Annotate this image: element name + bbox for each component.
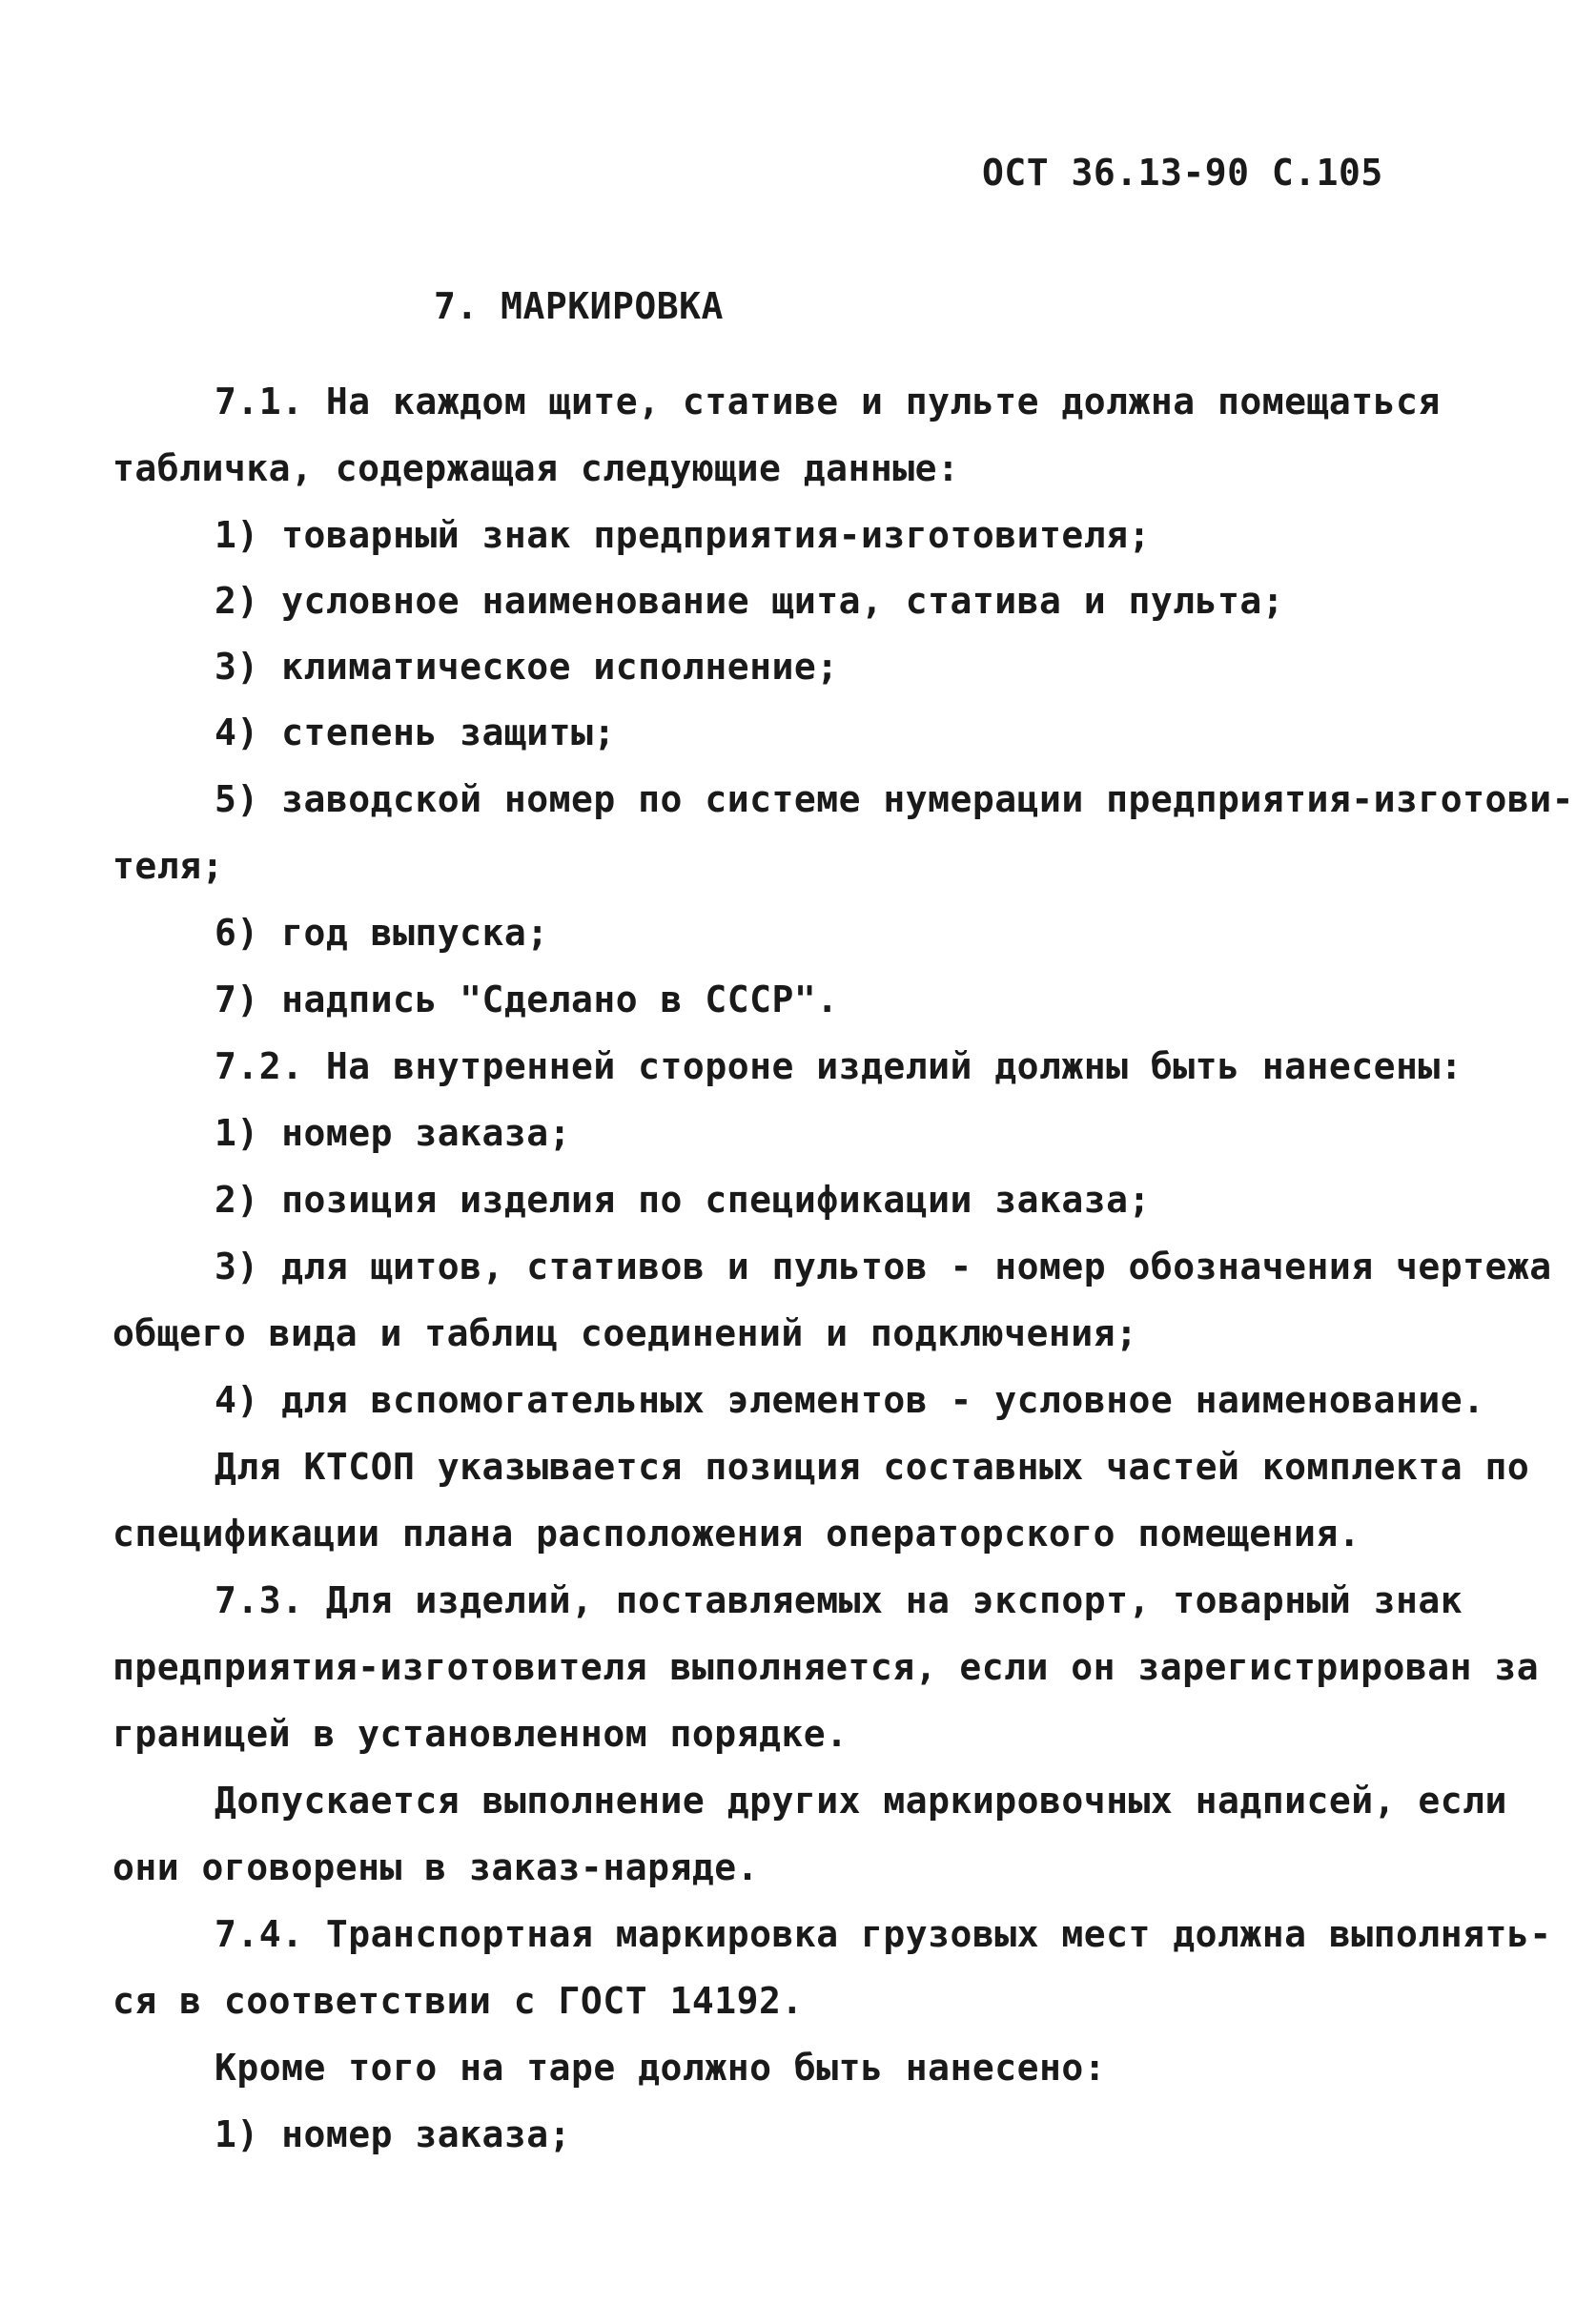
paragraph-7-2: 7.2. На внутренней стороне изделий должны быть нанесены: (215, 1045, 1463, 1087)
paragraph-7-1-line-2: табличка, содержащая следующие данные: (113, 447, 960, 489)
list-item-4: 4) степень защиты; (215, 711, 616, 753)
ktsop-note-line-1: Для КТСОП указывается позиция составных частей комплекта по (215, 1446, 1530, 1488)
list-item-5-line-1: 5) заводской номер по системе нумерации предприятия-изготови- (215, 778, 1575, 820)
list-item-3b-line-1: 3) для щитов, стативов и пультов - номер обозначения чертежа (215, 1246, 1552, 1287)
permission-note-line-1: Допускается выполнение других маркировочных надписей, если (215, 1780, 1507, 1822)
paragraph-7-1-line-1: 7.1. На каждом щите, стативе и пульте должна помещаться (215, 381, 1441, 422)
list-item-1: 1) товарный знак предприятия-изготовителя; (215, 514, 1151, 556)
ktsop-note-line-2: спецификации плана расположения операторского помещения. (113, 1513, 1361, 1555)
list-item-7: 7) надпись "Сделано в СССР". (215, 978, 839, 1020)
list-item-2b: 2) позиция изделия по спецификации заказа; (215, 1179, 1151, 1221)
list-item-3: 3) климатическое исполнение; (215, 646, 839, 688)
section-title: 7. МАРКИРОВКА (434, 285, 724, 327)
paragraph-7-3-line-1: 7.3. Для изделий, поставляемых на экспорт, товарный знак (215, 1579, 1463, 1621)
list-item-5-line-2: теля; (113, 845, 224, 887)
list-item-1c: 1) номер заказа; (215, 2113, 572, 2155)
document-code-header: ОСТ 36.13-90 С.105 (982, 152, 1383, 194)
list-item-4b: 4) для вспомогательных элементов - условное наименование. (215, 1379, 1485, 1421)
list-item-6: 6) год выпуска; (215, 912, 549, 954)
list-item-2: 2) условное наименование щита, статива и пульта; (215, 580, 1285, 622)
tare-note: Кроме того на таре должно быть нанесено: (215, 2047, 1107, 2089)
permission-note-line-2: они оговорены в заказ-наряде. (113, 1846, 759, 1888)
paragraph-7-4-line-2: ся в соответствии с ГОСТ 14192. (113, 1980, 804, 2022)
list-item-3b-line-2: общего вида и таблиц соединений и подключения; (113, 1312, 1138, 1354)
paragraph-7-3-line-2: предприятия-изготовителя выполняется, если он зарегистрирован за (113, 1646, 1540, 1688)
paragraph-7-4-line-1: 7.4. Транспортная маркировка грузовых мест должна выполнять- (215, 1913, 1552, 1955)
list-item-1b: 1) номер заказа; (215, 1112, 572, 1154)
paragraph-7-3-line-3: границей в установленном порядке. (113, 1713, 849, 1755)
